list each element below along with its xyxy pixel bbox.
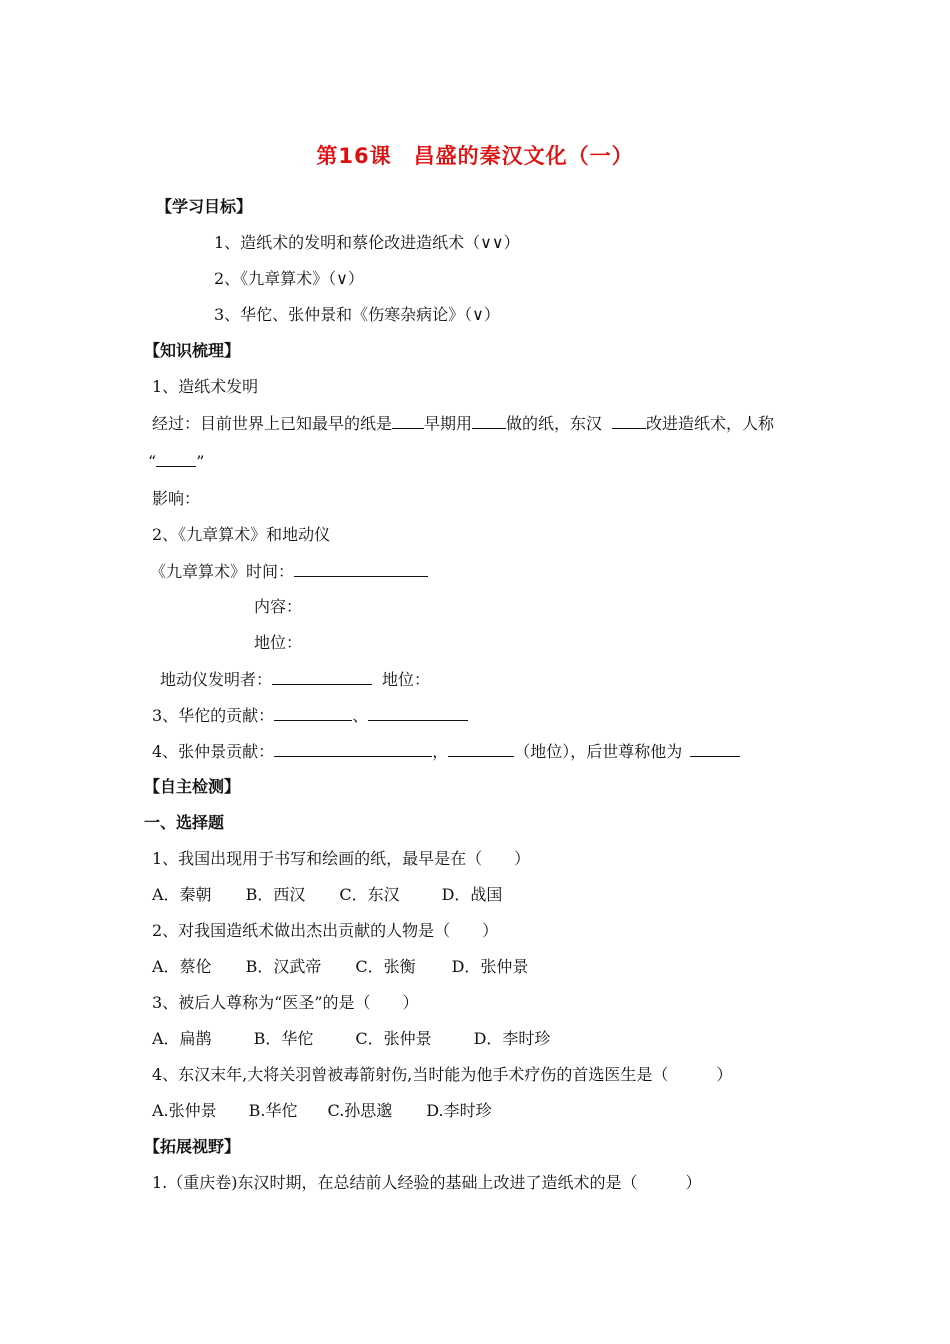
zhangzhongjing-status: （地位），后世尊称他为 bbox=[514, 742, 683, 761]
option-c[interactable]: C．张衡 bbox=[355, 957, 416, 976]
option-a[interactable]: A．蔡伦 bbox=[152, 957, 212, 976]
section-math-title: 2、《九章算术》和地动仪 bbox=[152, 525, 331, 544]
blank-field[interactable] bbox=[392, 412, 424, 429]
option-c[interactable]: C.孙思邈 bbox=[327, 1101, 393, 1120]
paper-nickname-line bbox=[148, 450, 204, 473]
quote-close: ” bbox=[196, 452, 205, 471]
choice-heading: 一、选择题 bbox=[144, 813, 225, 832]
option-c[interactable]: C．东汉 bbox=[339, 885, 400, 904]
option-a[interactable]: A.张仲景 bbox=[152, 1101, 217, 1120]
zhangzhongjing-label: 4、张仲景贡献： bbox=[152, 742, 275, 761]
option-b[interactable]: B．华佗 bbox=[253, 1029, 314, 1048]
goals-heading: 【学习目标】 bbox=[156, 197, 253, 216]
question-4: 4、东汉末年,大将关羽曾被毒箭射伤,当时能为他手术疗伤的首选医生是（ ） bbox=[152, 1065, 733, 1084]
math-status-label: 地位： bbox=[254, 633, 303, 652]
paper-process-text-1: 经过：目前世界上已知最早的纸是 bbox=[152, 414, 393, 433]
paper-process-text-4: 改进造纸术，人称 bbox=[646, 414, 775, 433]
selfcheck-heading: 【自主检测】 bbox=[144, 777, 241, 796]
knowledge-heading: 【知识梳理】 bbox=[144, 341, 241, 360]
blank-field[interactable] bbox=[612, 412, 646, 429]
lesson-title: 第16课 昌盛的秦汉文化（一） bbox=[316, 144, 634, 168]
question-1-options bbox=[152, 884, 502, 906]
blank-field[interactable] bbox=[368, 704, 468, 721]
blank-field[interactable] bbox=[690, 740, 740, 757]
blank-field[interactable] bbox=[294, 560, 428, 577]
paper-process-text-3: 做的纸，东汉 bbox=[506, 414, 603, 433]
option-d[interactable]: D．张仲景 bbox=[451, 957, 529, 976]
huatuo-line bbox=[152, 704, 468, 727]
question-1: 1、我国出现用于书写和绘画的纸，最早是在（ ） bbox=[152, 849, 531, 868]
seismograph-line bbox=[160, 668, 430, 691]
option-b[interactable]: B.华佗 bbox=[248, 1101, 298, 1120]
math-time-label: 《九章算术》时间： bbox=[150, 562, 295, 581]
math-content-label: 内容： bbox=[254, 597, 303, 616]
paper-process-text-2: 早期用 bbox=[424, 414, 473, 433]
question-4-options bbox=[152, 1100, 492, 1122]
paper-influence: 影响： bbox=[152, 489, 201, 508]
zhangzhongjing-line bbox=[152, 740, 740, 763]
paper-process-line bbox=[152, 412, 774, 435]
goal-item-1: 1、造纸术的发明和蔡伦改进造纸术（∨∨） bbox=[214, 233, 520, 252]
blank-field[interactable] bbox=[274, 740, 432, 757]
zhangzhongjing-comma: ， bbox=[432, 742, 449, 761]
option-a[interactable]: A．秦朝 bbox=[152, 885, 212, 904]
extend-question-1: 1.（重庆卷)东汉时期，在总结前人经验的基础上改进了造纸术的是（ ） bbox=[152, 1173, 702, 1192]
huatuo-label: 3、华佗的贡献： bbox=[152, 706, 275, 725]
question-2: 2、对我国造纸术做出杰出贡献的人物是（ ） bbox=[152, 921, 499, 940]
option-c[interactable]: C．张仲景 bbox=[355, 1029, 432, 1048]
huatuo-sep: 、 bbox=[352, 706, 369, 725]
blank-field[interactable] bbox=[274, 704, 352, 721]
option-a[interactable]: A．扁鹊 bbox=[152, 1029, 212, 1048]
seismograph-inventor-label: 地动仪发明者： bbox=[160, 670, 273, 689]
blank-field[interactable] bbox=[156, 450, 196, 467]
option-d[interactable]: D．战国 bbox=[441, 885, 503, 904]
option-d[interactable]: D.李时珍 bbox=[426, 1101, 492, 1120]
option-b[interactable]: B．西汉 bbox=[245, 885, 306, 904]
goal-item-2: 2、《九章算术》（∨） bbox=[214, 269, 364, 288]
seismograph-status-label: 地位： bbox=[382, 670, 431, 689]
section-paper-title: 1、造纸术发明 bbox=[152, 377, 259, 396]
blank-field[interactable] bbox=[448, 740, 514, 757]
blank-field[interactable] bbox=[272, 668, 372, 685]
blank-field[interactable] bbox=[472, 412, 506, 429]
extend-heading: 【拓展视野】 bbox=[144, 1137, 241, 1156]
goal-item-3: 3、华佗、张仲景和《伤寒杂病论》（∨） bbox=[214, 305, 500, 324]
question-2-options bbox=[152, 956, 528, 978]
math-time-line bbox=[150, 560, 428, 583]
option-b[interactable]: B．汉武帝 bbox=[245, 957, 322, 976]
question-3: 3、被后人尊称为“医圣”的是（ ） bbox=[152, 993, 419, 1012]
option-d[interactable]: D．李时珍 bbox=[473, 1029, 551, 1048]
quote-open: “ bbox=[148, 452, 157, 471]
question-3-options bbox=[152, 1028, 550, 1050]
